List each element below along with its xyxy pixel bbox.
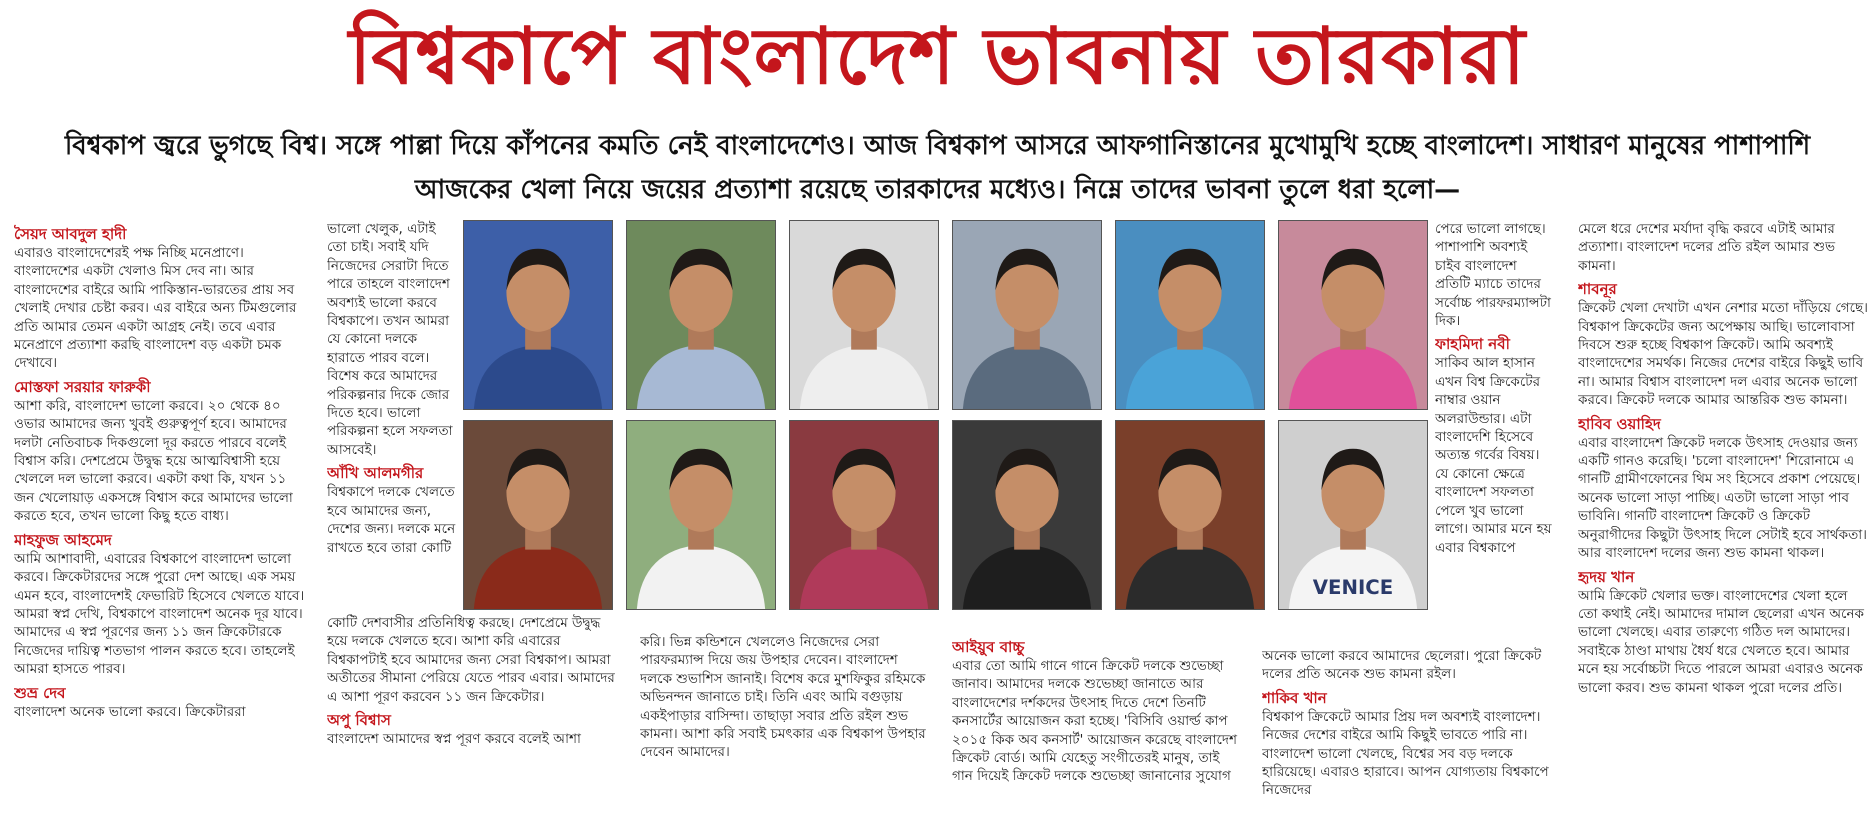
column-2-bottom (327, 614, 622, 813)
contributor-quote: আশা করি, বাংলাদেশ ভালো করবে। ২০ থেকে ৪০ ওভার আমাদের জন্য খুবই গুরুত্বপূর্ণ হবে। আমাদের দলটা নেতিবাচক দিকগুলো দূর করতে পারবে বলেই বিশ্বাস করি। দেশপ্রেমে উদ্বুদ্ধ হয়ে আত্মবিশ্বাসী হয়ে খেললে দল ভালো করবে। একটা কথা কি, যখন ১১ জন খেলোয়াড় একসঙ্গে বিশ্বাস করে আমাদের ভালো করতে হবে, তখন ভালো কিছু হতে বাধ্য। (14, 397, 293, 525)
contributor-quote: বিশ্বকাপে দলকে খেলতে হবে আমাদের জন্য, দেশের জন্য। দলকে মনে রাখতে হবে তারা কোটি (327, 484, 456, 556)
contributor-quote: ভালো খেলুক, এটাই তো চাই। সবাই যদি নিজেদের সেরাটা দিতে পারে তাহলে বাংলাদেশ অবশ্যই ভালো করবে বিশ্বকাপে। তখন আমরা যে কোনো দলকে হারাতে পারব বলে। বিশেষ করে আমাদের পরিকল্পনার দিকে জোর দিতে হবে। ভালো পরিকল্পনা হলে সফলতা আসবেই। (327, 221, 453, 458)
portrait-photo (1278, 220, 1428, 410)
contributor-name: অপু বিশ্বাস (327, 711, 391, 730)
column-5-bottom (1262, 647, 1550, 813)
portrait-photo (463, 420, 613, 610)
portrait-photo (1115, 420, 1265, 610)
contributor-quote: বিশ্বকাপ ক্রিকেটে আমার প্রিয় দল অবশ্যই বাংলাদেশ। নিজের দেশের বাইরে আমি কিছুই ভাবতে পারি না। বাংলাদেশ ভালো খেলছে, বিশ্বের সব বড় দলকে হারিয়েছে। এবারও হারাবে। আপন যোগ্যতায় বিশ্বকাপে নিজেদের (1262, 708, 1549, 799)
contributor-quote: এবার বাংলাদেশ ক্রিকেট দলকে উৎসাহ দেওয়ার জন্য একটি গানও করেছি। 'চলো বাংলাদেশ' শিরোনামে এ গানটি গ্রামীণফোনের থিম সং হিসেবে প্রকাশ পেয়েছে। অনেক ভালো সাড়া পাচ্ছি। এতটা ভালো সাড়া পাব ভাবিনি। গানটি বাংলাদেশ ক্রিকেট ও ক্রিকেট অনুরাগীদের কিছুটা উৎসাহ দিলে সেটাই হবে সার্থকতা। আর বাংলাদেশ দলের জন্য শুভ কামনা থাকল। (1578, 434, 1867, 562)
headline: বিশ্বকাপে বাংলাদেশ ভাবনায় তারকারা (348, 11, 1527, 102)
contributor-name: হৃদয় খান (1578, 567, 1635, 586)
contributor-name: আঁখি আলমগীর (327, 464, 424, 483)
portrait-photo (626, 420, 776, 610)
contributor-name: ফাহমিদা নবী (1435, 335, 1510, 354)
contributor-quote: কোটি দেশবাসীর প্রতিনিধিত্ব করছে। দেশপ্রেমে উদ্বুদ্ধ হয়ে দলকে খেলতে হবে। আশা করি এবারের বিশ্বকাপটাই হবে আমাদের জন্য সেরা বিশ্বকাপ। আমরা অতীতের সীমানা পেরিয়ে যেতে পারব এবার। আমাদের এ আশা পূরণ করবেন ১১ জন ক্রিকেটার। (327, 615, 615, 705)
contributor-quote: আমি আশাবাদী, এবারের বিশ্বকাপে বাংলাদেশ ভালো করবে। ক্রিকেটারদের সঙ্গে পুরো দেশ আছে। এক সময় এমন হবে, বাংলাদেশই ফেভারিট হিসেবে খেলতে যাবে। আমরা স্বপ্ন দেখি, বিশ্বকাপে বাংলাদেশ অনেক দূর যাবে। আমাদের এ স্বপ্ন পূরণের জন্য ১১ জন ক্রিকেটারকে নিজেদের দায়িত্ব শতভাগ পালন করতে হবে। তাহলেই আমরা হাসতে পারব। (14, 550, 305, 678)
portrait-photo (789, 420, 939, 610)
contributor-name: মোস্তফা সরয়ার ফারুকী (14, 377, 151, 396)
contributor-quote: পেরে ভালো লাগছে। পাশাপাশি অবশ্যই চাইব বাংলাদেশ প্রতিটি ম্যাচে তাদের সর্বোচ্চ পারফরম্যান্সটা দিক। (1435, 221, 1551, 330)
column-3-bottom (640, 633, 933, 813)
portrait-photo (952, 220, 1102, 410)
portrait-photo (626, 220, 776, 410)
contributor-name: হাবিব ওয়াহিদ (1578, 414, 1661, 433)
contributor-quote: বাংলাদেশ অনেক ভালো করবে। ক্রিকেটাররা (14, 703, 246, 720)
portrait-photo (463, 220, 613, 410)
shirt-print-text: VENICE (1312, 576, 1394, 600)
column-4-bottom (952, 633, 1242, 813)
contributor-quote: সাকিব আল হাসান এখন বিশ্ব ক্রিকেটের নাম্বার ওয়ান অলরাউন্ডার। এটা বাংলাদেশি হিসেবে অত্যন্ত গর্বের বিষয়। যে কোনো ক্ষেত্রে বাংলাদেশ সফলতা পেলে খুব ভালো লাগে। আমার মনে হয় এবার বিশ্বকাপে (1435, 355, 1552, 556)
portrait-photo (952, 420, 1102, 610)
portrait-photo (1278, 420, 1428, 610)
column-7 (1578, 220, 1868, 813)
contributor-quote: অনেক ভালো করবে আমাদের ছেলেরা। পুরো ক্রিকেট দলের প্রতি অনেক শুভ কামনা রইল। (1262, 648, 1542, 683)
contributor-quote: আমি ক্রিকেট খেলার ভক্ত। বাংলাদেশের খেলা হলে তো কথাই নেই। আমাদের দামাল ছেলেরা এখন অনেক ভালো খেলছে। এবার তারুণ্যে গঠিত দল আমাদের। সবাইকে ঠাণ্ডা মাথায় ধৈর্য ধরে খেলতে হবে। আমার মনে হয় সর্বোচ্চটা দিতে পারলে আমরা এবারও অনেক ভালো করব। শুভ কামনা থাকল পুরো দলের প্রতি। (1578, 587, 1864, 696)
contributor-quote: ক্রিকেট খেলা দেখাটা এখন নেশার মতো দাঁড়িয়ে গেছে। বিশ্বকাপ ক্রিকেটের জন্য অপেক্ষায় আছি। ভালোবাসা দিবসে শুরু হচ্ছে বিশ্বকাপ ক্রিকেট। আমি অবশ্যই বাংলাদেশের সমর্থক। নিজের দেশের বাইরে কিছুই ভাবি না। আমার বিশ্বাস বাংলাদেশ দল এবার অনেক ভালো করবে। ক্রিকেট দলকে আমার আন্তরিক শুভ কামনা। (1578, 300, 1868, 409)
column-6 (1435, 220, 1555, 647)
contributor-quote: করি। ভিন্ন কন্ডিশনে খেললেও নিজেদের সেরা পারফরম্যান্স দিয়ে জয় উপহার দেবেন। বাংলাদেশ দলকে শুভাশিস জানাই। বিশেষ করে মুশফিকুর রহিমকে অভিনন্দন জানাতে চাই। তিনি এবং আমি বগুড়ায় একইপাড়ার বাসিন্দা। তাছাড়া সবার প্রতি রইল শুভ কামনা। আশা করি সবাই চমৎকার এক বিশ্বকাপ উপহার দেবেন আমাদের। (640, 634, 926, 761)
contributor-quote: মেলে ধরে দেশের মর্যাদা বৃদ্ধি করবে এটাই আমার প্রত্যাশা। বাংলাদেশ দলের প্রতি রইল আমার শুভ কামনা। (1578, 221, 1836, 274)
intro-paragraph: বিশ্বকাপ জ্বরে ভুগছে বিশ্ব। সঙ্গে পাল্লা দিয়ে কাঁপনের কমতি নেই বাংলাদেশেও। আজ বিশ্বকাপ আসরে আফগানিস্তানের মুখোমুখি হচ্ছে বাংলাদেশ। সাধারণ মানুষের পাশাপাশি আজকের খেলা নিয়ে জয়ের প্রত্যাশা রয়েছে তারকাদের মধ্যেও। নিম্নে তাদের ভাবনা তুলে ধরা হলো— (64, 131, 1811, 205)
portrait-photo (789, 220, 939, 410)
contributor-name: শাবনূর (1578, 280, 1617, 299)
contributor-quote: বাংলাদেশ আমাদের স্বপ্ন পূরণ করবে বলেই আশা (327, 731, 581, 748)
contributor-name: শুভ্র দেব (14, 683, 66, 702)
contributor-name: আইয়ুব বাচ্চু (952, 638, 1025, 656)
contributor-name: মাহফুজ আহমেদ (14, 530, 112, 549)
contributor-name: সৈয়দ আবদুল হাদী (14, 225, 127, 243)
column-2-top (327, 220, 457, 614)
photo-grid (463, 220, 1423, 614)
contributor-quote: এবারও বাংলাদেশেরই পক্ষ নিচ্ছি মনেপ্রাণে। বাংলাদেশের একটা খেলাও মিস দেব না। আর বাংলাদেশের বাইরে আমি পাকিস্তান-ভারতের প্রায় সব খেলাই দেখার চেষ্টা করব। এর বাইরে অন্য টিমগুলোর প্রতি আমার তেমন একটা আগ্রহ নেই। তবে এবার মনেপ্রাণে প্রত্যাশা করছি বাংলাদেশ বড় একটা চমক দেখাবে। (14, 245, 297, 372)
column-1 (14, 220, 306, 813)
portrait-photo (1115, 220, 1265, 410)
contributor-name: শাকিব খান (1262, 688, 1327, 707)
contributor-quote: এবার তো আমি গানে গানে ক্রিকেট দলকে শুভেচ্ছা জানাব। আমাদের দলকে শুভেচ্ছা জানাতে আর বাংলাদেশের দর্শকদের উৎসাহ দিতে দেশে তিনটি কনসার্টের আয়োজন করা হচ্ছে। 'বিসিবি ওয়ার্ল্ড কাপ ২০১৫ কিক অব কনসার্ট' আয়োজন করেছে বাংলাদেশ ক্রিকেট বোর্ড। আমি যেহেতু সংগীতেরই মানুষ, তাই গান দিয়েই ক্রিকেট দলকে শুভেচ্ছা জানানোর সুযোগ (952, 658, 1237, 785)
